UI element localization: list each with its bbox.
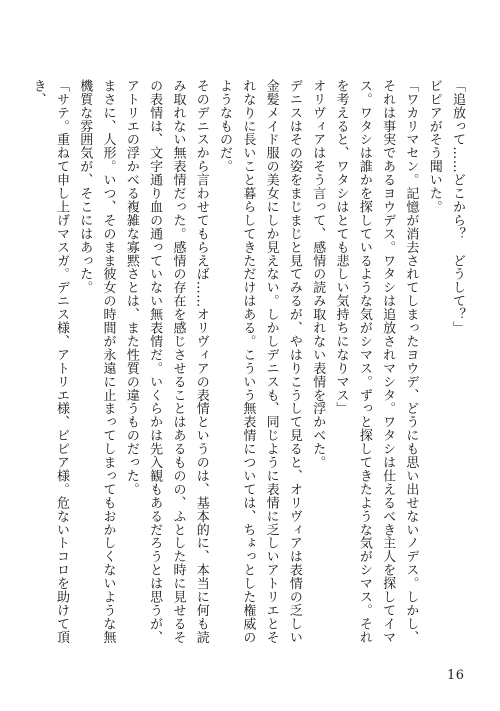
page-number: 16	[447, 668, 465, 683]
paragraph-narration-1: ビピアがそう聞いた。	[426, 79, 442, 214]
paragraph-narration-5: まさに、人形。いつ、そのまま彼女の時間が永遠に止まってしまってもおかしくないような無機質な雰囲気が、そこにはあった。	[77, 79, 116, 644]
paragraph-narration-4: そのデニスから言わせてもらえば……オリヴィアの表情というのは、基本的に、本当に何も読み取れない無表情だった。感情の存在を感じさせることはあるものの、ふとした時に見せるその表情は、文字通り血の通っていない無表情だ。いくらかは先入観もあるだろうとは思うが、アトリエの浮かべる複雑な寡黙さとは、また性質の違うものだった。	[123, 79, 209, 644]
paragraph-narration-3: デニスはその姿をまじまじと見てみるが、やはりこうして見ると、オリヴィアは表情の乏しい金髪メイド服の美女にしか見えない。しかしデニスも、同じように表情に乏しいアトリエとそれなりに長いこと暮らしてきただけはある。こういう無表情については、ちょっとした権威のようなものだ。	[217, 79, 302, 644]
vertical-text-block	[29, 79, 469, 657]
paragraph-dialogue-2: 「ワカリマセン。記憶が消去されてしまったヨウデ、どうにも思い出せないノデス。しかし、それは事実であるヨウデス。ワタシは追放されマシタ。ワタシは仕えるべき主人を探してイマス。ワタシは誰かを探しているような気がシマス。ずっと探してきたような気がシマス。それを考えると、ワタシはとても悲しい気持ちになりマス」	[333, 79, 419, 644]
paragraph-narration-2: オリヴィアはそう言って、感情の読み取れない表情を浮かべた。	[310, 79, 326, 470]
paragraph-dialogue-1: 「追放って……どこから？ どうして？」	[450, 79, 465, 335]
paragraph-dialogue-3: 「サテ。重ねて申し上げマスガ。デニス様、アトリエ様、ビピア様。危ないトコロを助けて頂き、	[30, 79, 69, 644]
